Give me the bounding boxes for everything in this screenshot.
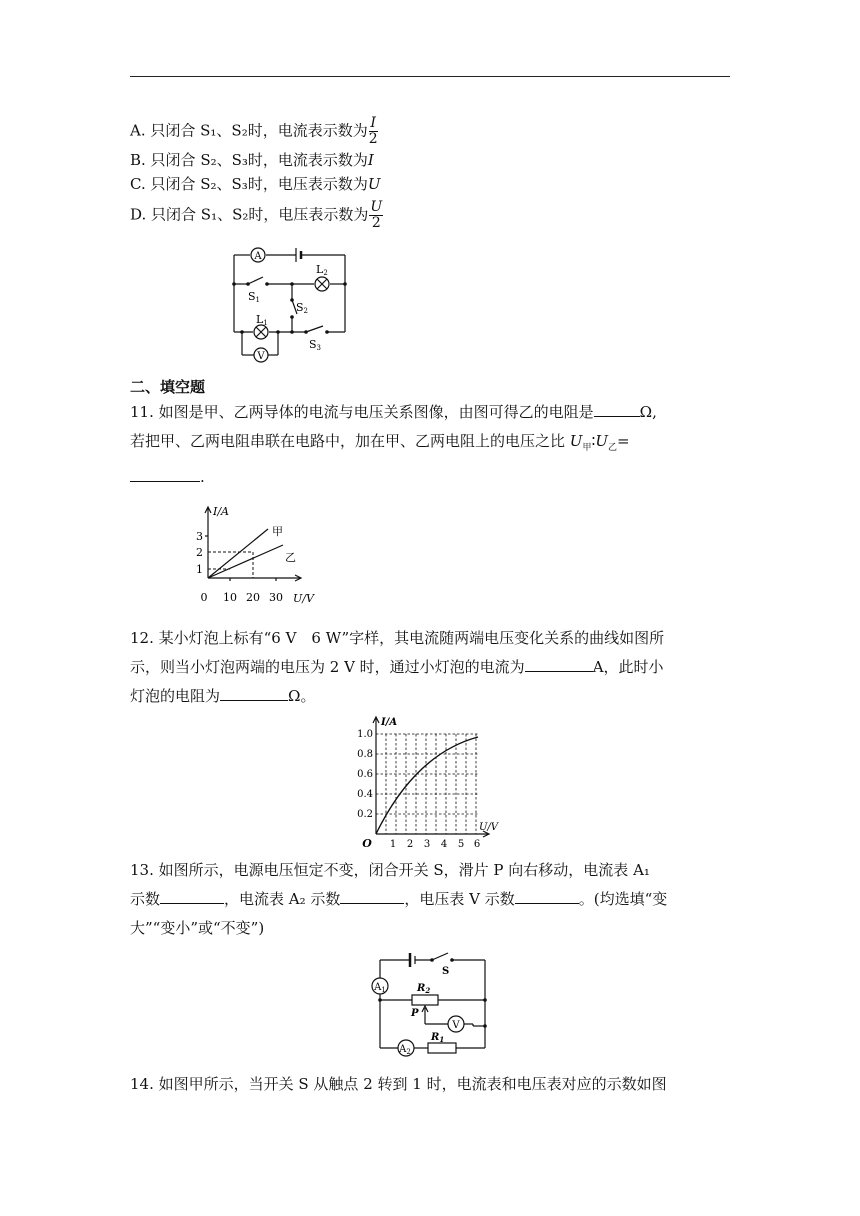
q12-blank-2 <box>220 685 288 701</box>
x-tick: 3 <box>423 839 431 850</box>
fraction-denominator: 2 <box>371 215 381 231</box>
x-axis-label: U/V <box>479 822 499 833</box>
slider-label: P <box>411 1008 419 1019</box>
fraction-numerator: I <box>370 115 376 131</box>
option-a-text: A. 只闭合 S₁、S₂时，电流表示数为 <box>130 121 368 140</box>
q11-blank-1 <box>594 401 640 417</box>
ammeter-label: A <box>254 251 262 262</box>
y-axis-label: I/A <box>213 505 229 518</box>
line-yi <box>208 545 283 578</box>
y-tick: 0.8 <box>357 749 373 760</box>
y-tick: 0.4 <box>357 789 373 800</box>
question-13 <box>130 856 732 943</box>
s3-label: S3 <box>309 338 322 352</box>
origin-label: O <box>362 837 372 850</box>
question-12 <box>130 624 732 711</box>
option-d <box>130 200 383 231</box>
q12-line2: 示，则当小灯泡两端的电压为 2 V 时，通过小灯泡的电流为 A，此时小 <box>130 658 664 676</box>
x-axis-label: U/V <box>293 592 314 605</box>
q13-line1: 13. 如图所示，电源电压恒定不变，闭合开关 S，滑片 P 向右移动，电流表 A₁ <box>130 861 650 879</box>
s2-label: S2 <box>296 301 309 315</box>
y-tick: 3 <box>196 530 203 543</box>
option-a-fraction <box>369 116 378 147</box>
q13-blank-1 <box>160 888 224 904</box>
x-tick: 4 <box>440 839 448 850</box>
option-d-fraction <box>369 200 383 231</box>
y-tick: 0.6 <box>357 769 373 780</box>
voltmeter-label: V <box>257 351 265 362</box>
top-rule <box>130 76 730 77</box>
q14-line1: 14. 如图甲所示，当开关 S 从触点 2 转到 1 时，电流表和电压表对应的示数如图 <box>130 1075 667 1093</box>
option-c-var: U <box>367 175 381 193</box>
q13-line2: 示数 ，电流表 A₂ 示数 ，电压表 V 示数 。(均选填“变 <box>130 890 668 908</box>
x-tick: 2 <box>406 839 414 850</box>
x-tick: 20 <box>246 591 260 604</box>
q12-blank-1 <box>525 656 593 672</box>
origin-label: 0 <box>200 591 208 604</box>
x-tick: 1 <box>389 839 397 850</box>
q12-line1: 12. 某小灯泡上标有“6 V 6 W”字样，其电流随两端电压变化关系的曲线如图所 <box>130 629 665 647</box>
option-c-text: C. 只闭合 S₂、S₃时，电压表示数为 <box>130 175 368 193</box>
circuit-diagram-1 <box>230 244 360 369</box>
y-tick: 1.0 <box>357 729 373 740</box>
circuit-diagram-3 <box>368 948 498 1060</box>
fraction-denominator: 2 <box>368 131 378 147</box>
fraction-numerator: U <box>370 199 383 215</box>
option-d-text: D. 只闭合 S₁、S₂时，电压表示数为 <box>130 205 369 224</box>
a1-label: $A_1$ <box>374 982 386 994</box>
x-tick: 5 <box>457 839 465 850</box>
curve <box>376 737 478 834</box>
voltmeter-label: V <box>452 1020 460 1031</box>
l2-label: L2 <box>316 263 328 277</box>
x-tick: 6 <box>473 839 481 850</box>
option-b-var: I <box>367 151 374 169</box>
q11-blank-2 <box>130 466 200 482</box>
r2-label: $R_2$ <box>417 983 431 995</box>
graph-q11 <box>195 505 355 605</box>
option-a <box>130 116 378 147</box>
q11-line3: . <box>130 463 732 492</box>
switch-label: S <box>442 966 450 977</box>
q11-line1: 11. 如图是甲、乙两导体的电流与电压关系图像，由图可得乙的电阻是 Ω, <box>130 403 657 421</box>
y-tick: 1 <box>196 563 203 576</box>
graph-q12 <box>345 714 505 849</box>
series-label-jia: 甲 <box>272 525 283 538</box>
a2-label: $A_2$ <box>399 1044 411 1056</box>
q13-line3: 大”“变小”或“不变”) <box>130 919 265 937</box>
y-tick: 0.2 <box>357 809 373 820</box>
option-b-text: B. 只闭合 S₂、S₃时，电流表示数为 <box>130 151 368 169</box>
l1-label: L1 <box>256 313 268 327</box>
section-title: 二、填空题 <box>130 378 206 396</box>
r1-label: $R_1$ <box>431 1032 445 1044</box>
y-axis-label: I/A <box>381 717 398 728</box>
q11-line2: 若把甲、乙两电阻串联在电路中，加在甲、乙两电阻上的电压之比 $U_甲∶U_乙=$ <box>130 432 630 453</box>
question-14 <box>130 1070 732 1099</box>
s1-label: S1 <box>248 290 261 304</box>
x-tick: 30 <box>269 591 283 604</box>
x-tick: 10 <box>223 591 237 604</box>
q12-line3: 灯泡的电阻为 Ω。 <box>130 687 316 705</box>
y-tick: 2 <box>196 546 203 559</box>
question-11 <box>130 398 732 492</box>
q13-blank-2 <box>340 888 404 904</box>
line-jia <box>208 529 268 578</box>
option-b <box>130 150 374 170</box>
series-label-yi: 乙 <box>285 551 296 564</box>
option-c <box>130 174 380 194</box>
q13-blank-3 <box>515 888 579 904</box>
